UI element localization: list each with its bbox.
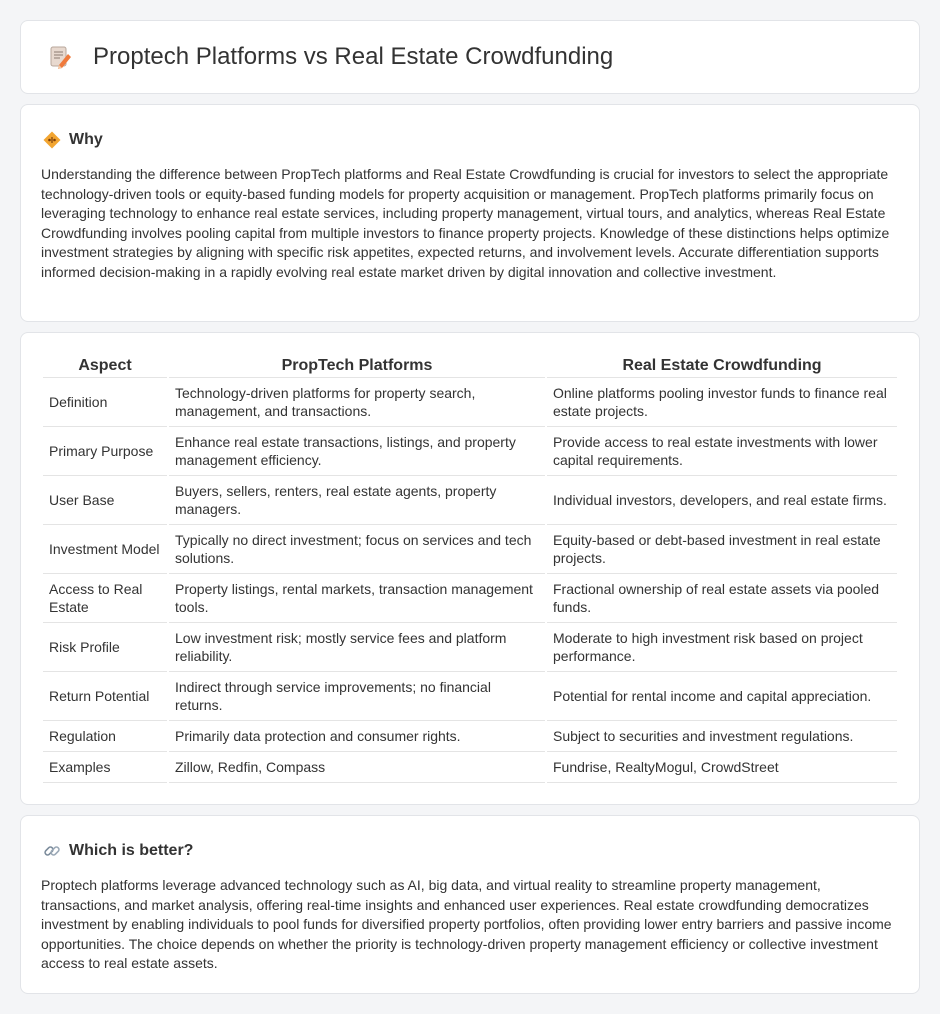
crowdfunding-cell: Moderate to high investment risk based on project performance. xyxy=(547,623,897,672)
proptech-cell: Indirect through service improvements; no financial returns. xyxy=(169,672,545,721)
aspect-cell: User Base xyxy=(43,476,167,525)
why-heading: Why xyxy=(69,131,103,148)
aspect-cell: Examples xyxy=(43,752,167,783)
link-icon xyxy=(43,842,61,860)
table-row xyxy=(43,525,897,574)
table-row xyxy=(43,721,897,752)
proptech-cell: Zillow, Redfin, Compass xyxy=(169,752,545,783)
table-row xyxy=(43,427,897,476)
proptech-cell: Technology-driven platforms for property search, management, and transactions. xyxy=(169,378,545,427)
table-row xyxy=(43,672,897,721)
proptech-cell: Enhance real estate transactions, listings, and property management efficiency. xyxy=(169,427,545,476)
better-heading: Which is better? xyxy=(69,842,194,859)
page-title: Proptech Platforms vs Real Estate Crowdfunding xyxy=(93,43,614,70)
aspect-cell: Access to Real Estate xyxy=(43,574,167,623)
table-row xyxy=(43,752,897,783)
crowdfunding-cell: Online platforms pooling investor funds to finance real estate projects. xyxy=(547,378,897,427)
diamond-signal-icon xyxy=(43,131,61,149)
which-is-better-section xyxy=(20,815,920,994)
why-paragraph: Understanding the difference between PropTech platforms and Real Estate Crowdfunding is crucial for investors to select the appropriate technology-driven tools or equity-based funding models for property acquisition or management. PropTech platforms primarily focus on leveraging technology to enhance real estate services, including property management, virtual tours, and analytics, whereas Real Estate Crowdfunding involves pooling capital from multiple investors to finance property projects. Knowledge of these distinctions helps optimize investment strategies by aligning with specific risk appetites, expected returns, and involvement levels. Accurate differentiation supports informed decision-making in a rapidly evolving real estate market driven by digital innovation and collective investment. xyxy=(41,166,890,280)
better-paragraph: Proptech platforms leverage advanced technology such as AI, big data, and virtual reality to streamline property management, transactions, and market analysis, offering real-time insights and enhanced user experiences. Real estate crowdfunding democratizes investment by enabling individuals to pool funds for diversified property portfolios, often providing lower entry barriers and passive income opportunities. The choice depends on whether the priority is technology-driven property management efficiency or collective investment access to real estate assets. xyxy=(41,877,892,972)
crowdfunding-cell: Provide access to real estate investments with lower capital requirements. xyxy=(547,427,897,476)
aspect-cell: Return Potential xyxy=(43,672,167,721)
crowdfunding-cell: Individual investors, developers, and real estate firms. xyxy=(547,476,897,525)
table-row xyxy=(43,574,897,623)
crowdfunding-cell: Subject to securities and investment regulations. xyxy=(547,721,897,752)
document-pencil-icon xyxy=(47,44,73,70)
table-row xyxy=(43,623,897,672)
header-aspect: Aspect xyxy=(43,354,167,378)
table-header-row xyxy=(43,354,897,378)
proptech-cell: Primarily data protection and consumer rights. xyxy=(169,721,545,752)
proptech-cell: Typically no direct investment; focus on services and tech solutions. xyxy=(169,525,545,574)
aspect-cell: Risk Profile xyxy=(43,623,167,672)
comparison-table-card xyxy=(20,332,920,805)
crowdfunding-cell: Fractional ownership of real estate assets via pooled funds. xyxy=(547,574,897,623)
title-card xyxy=(20,20,920,94)
proptech-cell: Low investment risk; mostly service fees and platform reliability. xyxy=(169,623,545,672)
aspect-cell: Definition xyxy=(43,378,167,427)
aspect-cell: Investment Model xyxy=(43,525,167,574)
why-section xyxy=(20,104,920,322)
aspect-cell: Regulation xyxy=(43,721,167,752)
header-crowdfunding: Real Estate Crowdfunding xyxy=(547,354,897,378)
crowdfunding-cell: Potential for rental income and capital appreciation. xyxy=(547,672,897,721)
proptech-cell: Property listings, rental markets, transaction management tools. xyxy=(169,574,545,623)
table-row xyxy=(43,476,897,525)
header-proptech: PropTech Platforms xyxy=(169,354,545,378)
aspect-cell: Primary Purpose xyxy=(43,427,167,476)
crowdfunding-cell: Fundrise, RealtyMogul, CrowdStreet xyxy=(547,752,897,783)
comparison-table xyxy=(41,354,899,783)
table-row xyxy=(43,378,897,427)
proptech-cell: Buyers, sellers, renters, real estate agents, property managers. xyxy=(169,476,545,525)
crowdfunding-cell: Equity-based or debt-based investment in real estate projects. xyxy=(547,525,897,574)
